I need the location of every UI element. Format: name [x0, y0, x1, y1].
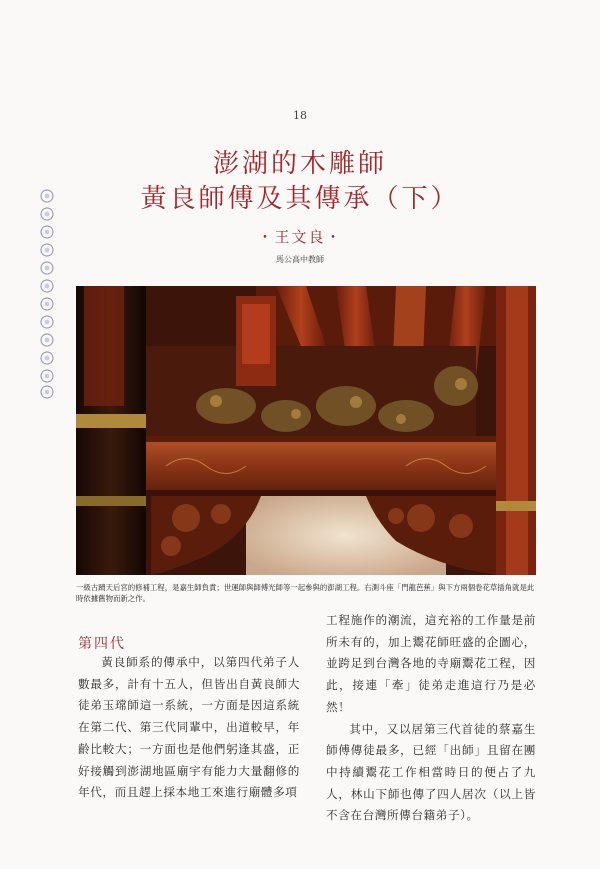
- article-title-line-1: 澎湖的木雕師: [212, 149, 387, 179]
- temple-carving-photo: [76, 286, 536, 575]
- body-paragraph: 黃良師系的傳承中，以第四代弟子人數最多，計有十五人，但皆出自黃良師大徒弟玉瑺師這一系統，一方面是因這系統在第二代、第三代同輩中，出道較早，年齡比較大；一方面也是他們躬逢其盛，正好接觸到澎湖地區廟宇有能力大量翻修的年代，而且趕上採本地工來進行廟體多項: [78, 655, 300, 800]
- body-paragraph: 工程施作的潮流，這充裕的工作量是前所未有的，加上鬻花師旺盛的企圖心，並跨足到台灣各地的寺廟鬻花工程，因此，接連「牽」徒弟走進這行乃是必然！: [326, 613, 536, 714]
- section-heading: 第四代: [78, 636, 126, 652]
- author-affiliation: 馬公高中教師: [276, 255, 324, 264]
- right-column: [326, 610, 536, 827]
- body-paragraph: 其中，又以居第三代首徒的蔡嘉生師傅傳徒最多，已經「出師」且留在團中持續鬻花工作相當時日的便占了九人，林山下師也傳了四人居次（以上皆不含在台灣所傳台籍弟子）。: [326, 721, 536, 823]
- left-column: [78, 652, 300, 804]
- article-title-line-2: 黃良師傅及其傳承（下）: [140, 184, 460, 214]
- page-number: 18: [293, 109, 307, 122]
- photo-caption: 一級古蹟天后宮的修補工程，是嘉生師負責；世運師與師傅光師等一起參與的澎湖工程。右測斗座「門龍芭蕉」與下方兩個卷花草插角就是此時依據舊物而新之作。: [76, 583, 535, 603]
- floral-ornament-border: [36, 188, 58, 400]
- author-name: ・王文良・: [257, 228, 343, 246]
